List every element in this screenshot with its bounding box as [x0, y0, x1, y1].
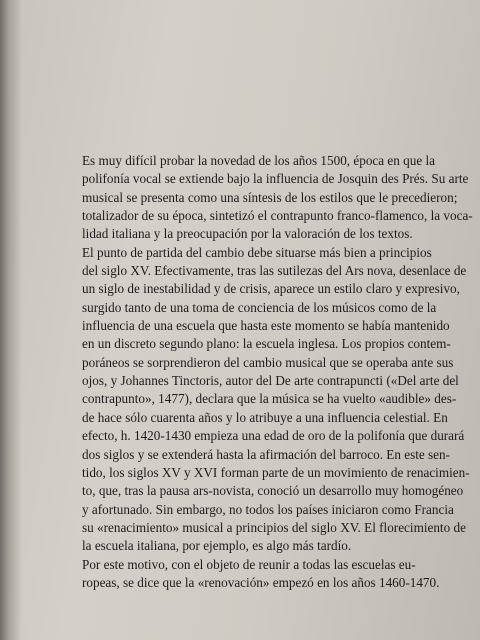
text-line: contrapunto», 1477), declara que la música se ha vuelto «audible» des- [82, 391, 457, 407]
paragraph-3 [58, 556, 458, 593]
text-line: efecto, h. 1420-1430 empieza una edad de oro de la polifonía que durará [82, 428, 465, 444]
text-line: ropeas, se dice que la «renovación» empezó en los años 1460-1470. [82, 574, 440, 590]
paragraph-2 [58, 244, 470, 556]
body-text [58, 152, 473, 592]
text-line: polifonía vocal se extiende bajo la influencia de Josquin des Prés. Su arte [82, 171, 469, 187]
text-line: un siglo de inestabilidad y de crisis, aparece un estilo claro y expresivo, [82, 281, 460, 297]
text-line: musical se presenta como una síntesis de los estilos que le precedieron; [82, 189, 458, 205]
text-line: dos siglos y se extenderá hasta la afirmación del barroco. En este sen- [82, 446, 451, 462]
text-line: su «renacimiento» musical a principios del siglo XV. El florecimiento de [82, 519, 466, 535]
text-line: ojos, y Johannes Tinctoris, autor del De arte contrapuncti («Del arte del [82, 373, 459, 389]
text-line: totalizador de su época, sintetizó el contrapunto franco-flamenco, la voca- [82, 208, 473, 224]
text-line: y afortunado. Sin embargo, no todos los países iniciaron como Francia [82, 501, 454, 517]
text-line: surgido tanto de una toma de conciencia de los músicos como de la [82, 299, 437, 315]
text-line: poráneos se sorprendieron del cambio musical que se operaba ante sus [82, 354, 454, 370]
text-line: de hace sólo cuarenta años y lo atribuye a una influencia celestial. En [82, 409, 448, 425]
text-line: Por este motivo, con el objeto de reunir a todas las escuelas eu- [82, 556, 416, 572]
paragraph-1 [58, 152, 473, 244]
text-line: Es muy difícil probar la novedad de los años 1500, época en que la [82, 153, 436, 168]
text-line: tido, los siglos XV y XVI forman parte de un movimiento de renacimien- [82, 464, 470, 480]
page-gutter-shadow [0, 0, 22, 640]
text-line: influencia de una escuela que hasta este momento se había mantenido [82, 318, 450, 334]
text-line: del siglo XV. Efectivamente, tras las sutilezas del Ars nova, desenlace de [82, 263, 467, 279]
text-line: to, que, tras la pausa ars-novista, conoció un desarrollo muy homogéneo [82, 483, 464, 499]
text-line: lidad italiana y la preocupación por la valoración de los textos. [82, 226, 413, 242]
text-line: la escuela italiana, por ejemplo, es algo más tardío. [82, 538, 352, 554]
text-line: El punto de partida del cambio debe situarse más bien a principios [82, 244, 432, 260]
text-line: en un discreto segundo plano: la escuela inglesa. Los propios contem- [82, 336, 451, 352]
